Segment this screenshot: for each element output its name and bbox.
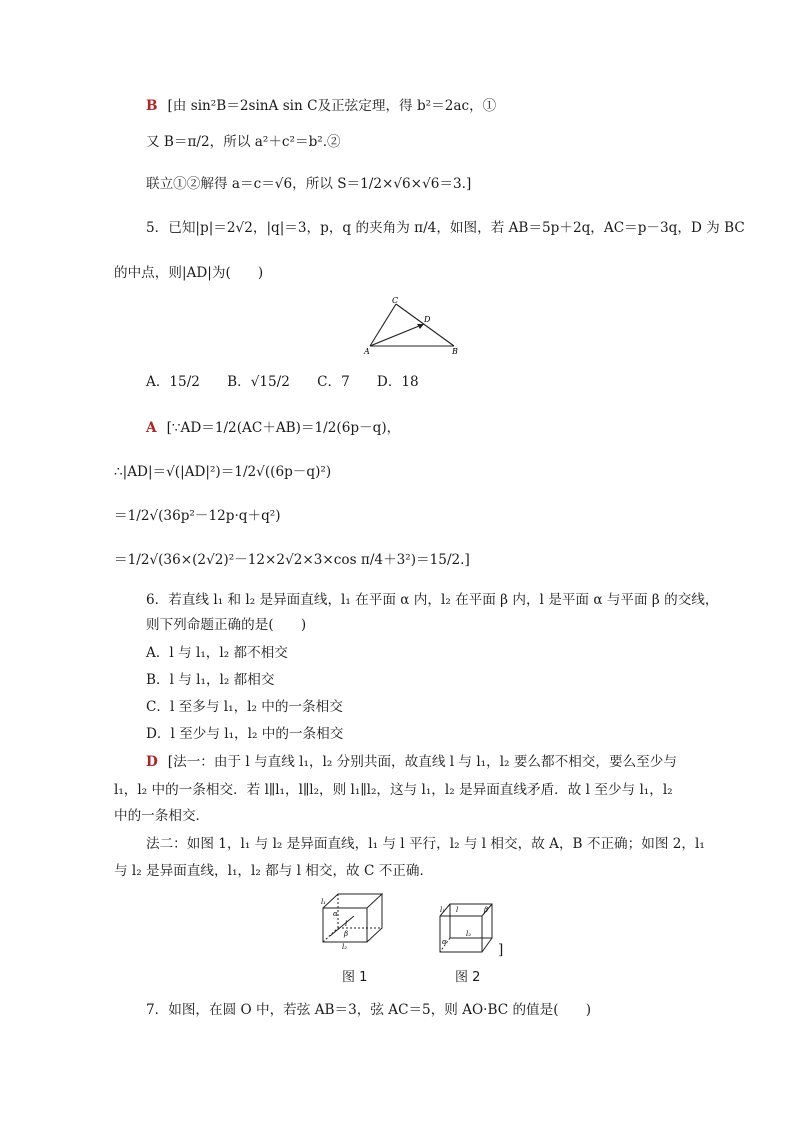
line-2: 又 B＝π/2，所以 a²＋c²＝b².②: [146, 134, 341, 150]
line-1: B [由 sin²B＝2sinA sin C及正弦定理，得 b²＝2ac，①: [146, 98, 497, 114]
line-20: 法二：如图 1，l₁ 与 l₂ 是异面直线，l₁ 与 l 平行，l₂ 与 l 相交，故 A，B 不正确；如图 2，l₁: [146, 836, 705, 852]
option-A: A．l 与 l₁，l₂ 都不相交: [146, 645, 288, 661]
answer-letter: B: [146, 98, 158, 114]
label-C: C: [392, 296, 399, 305]
line-9: ＝1/2√(36p²－12p·q＋q²): [114, 508, 281, 524]
svg-text:l: l: [345, 920, 348, 928]
line-3: 联立①②解得 a＝c＝√6，所以 S＝1/2×√6×√6＝3.]: [146, 176, 472, 192]
svg-text:α: α: [442, 938, 447, 946]
figure-bracket: ]: [498, 942, 504, 958]
label-D: D: [424, 315, 431, 324]
svg-text:l₁: l₁: [321, 898, 327, 906]
svg-text:l₂: l₂: [466, 930, 472, 938]
triangle-figure: [362, 296, 462, 358]
svg-text:l: l: [456, 906, 459, 914]
label-A: A: [364, 347, 370, 356]
line-7: A [∵AD＝1/2(AC＋AB)＝1/2(6p－q)，: [146, 420, 401, 436]
svg-text:l₁: l₁: [440, 906, 446, 914]
line-10: ＝1/2√(36×(2√2)²－12×2√2×3×cos π/4＋3²)＝15/2.]: [114, 552, 470, 568]
line-17: D [法一：由于 l 与直线 l₁，l₂ 分别共面，故直线 l 与 l₁，l₂ 要么都不相交，要么至少与: [146, 754, 677, 770]
option-D: D．l 至少与 l₁，l₂ 中的一条相交: [146, 726, 344, 742]
svg-text:β: β: [484, 906, 489, 914]
answer-letter: A: [146, 420, 157, 436]
line-12: 则下列命题正确的是( ): [146, 617, 307, 633]
question-6: 6．若直线 l₁ 和 l₂ 是异面直线，l₁ 在平面 α 内，l₂ 在平面 β 内，l 是平面 α 与平面 β 的交线，: [146, 592, 719, 608]
line-19: 中的一条相交．: [114, 808, 210, 824]
label-B: B: [452, 347, 458, 356]
question-7: 7．如图，在圆 O 中，若弦 AB＝3，弦 AC＝5，则 AO·BC 的值是( ): [146, 1002, 592, 1018]
question-5: 5．已知|p|＝2√2，|q|＝3，p，q 的夹角为 π/4，如图，若 AB＝5p＋2q，AC＝p－3q，D 为 BC: [146, 220, 745, 236]
options-5: A．15/2 B．√15/2 C．7 D．18: [146, 374, 419, 390]
cube-figure-2: [436, 900, 496, 956]
line-18: l₁，l₂ 中的一条相交．若 l∥l₁，l∥l₂，则 l₁∥l₂，这与 l₁，l₂ 是异面直线矛盾．故 l 至少与 l₁，l₂: [114, 782, 673, 798]
line-21: 与 l₂ 是异面直线，l₁，l₂ 都与 l 相交，故 C 不正确．: [114, 863, 434, 879]
cube-figure-1: [318, 890, 386, 950]
figure-1-caption: 图 1: [342, 970, 368, 985]
line-8: ∴|AD|＝√(|AD|²)＝1/2√((6p－q)²): [114, 464, 332, 480]
line-5: 的中点，则|AD|为( ): [114, 265, 264, 281]
svg-text:α: α: [333, 910, 338, 918]
figure-2-caption: 图 2: [455, 970, 481, 985]
option-B: B．l 与 l₁，l₂ 都相交: [146, 672, 275, 688]
svg-text:β: β: [344, 930, 349, 938]
answer-letter: D: [146, 754, 158, 770]
option-C: C．l 至多与 l₁，l₂ 中的一条相交: [146, 699, 343, 715]
svg-text:l₂: l₂: [342, 943, 348, 950]
